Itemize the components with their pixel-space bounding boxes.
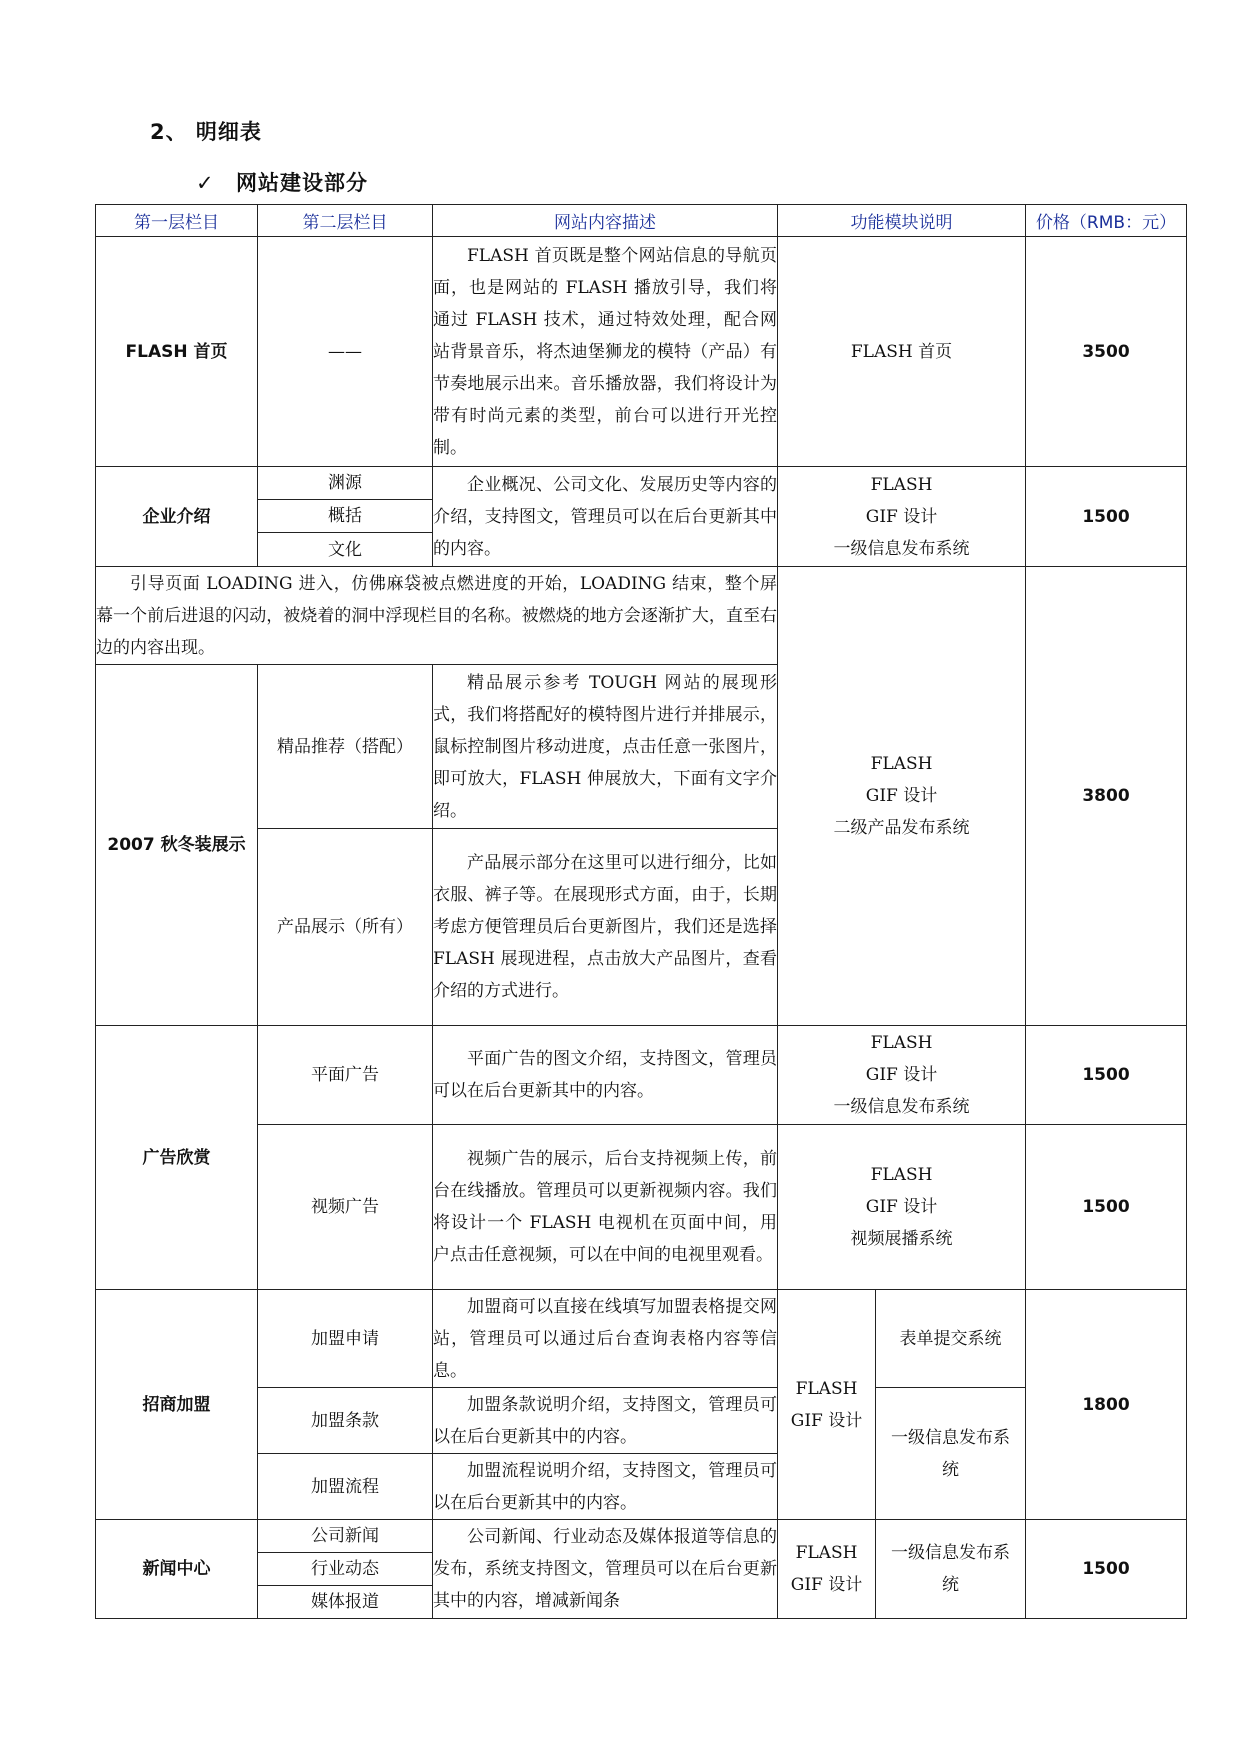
checkmark-icon: ✓ [196, 171, 215, 195]
header-col5: 价格（RMB：元） [1026, 205, 1187, 237]
table-row [96, 1125, 1187, 1290]
news-func-2: 一级信息发布系统 [876, 1520, 1026, 1619]
table-header-row [96, 205, 1187, 237]
news-func-1-a: FLASH [795, 1543, 858, 1563]
franchise-func-3: 一级信息发布系统 [876, 1388, 1026, 1520]
ads-func-1-c: 一级信息发布系统 [833, 1097, 970, 1117]
flash-home-price: 3500 [1026, 237, 1187, 467]
section-heading: 2、 明细表 [150, 120, 262, 144]
subsection-heading [196, 167, 368, 197]
header-col3: 网站内容描述 [433, 205, 778, 237]
autumn-sub-1: 精品推荐（搭配） [258, 665, 433, 829]
company-sub-3: 文化 [258, 533, 433, 567]
flash-home-desc: FLASH 首页既是整个网站信息的导航页面，也是网站的 FLASH 播放引导，我们将通过 FLASH 技术，通过特效处理，配合网站背景音乐，将杰迪堡狮龙的模特（产品）有节奏地展示出来。音乐播放器，我们将设计为带有时尚元素的类型，前台可以进行开光控制。 [433, 237, 778, 467]
autumn-cell: 2007 秋冬装展示 [96, 665, 258, 1026]
news-desc: 公司新闻、行业动态及媒体报道等信息的发布，系统支持图文，管理员可以在后台更新其中的内容，增减新闻条 [433, 1520, 778, 1619]
ads-func-2 [778, 1125, 1026, 1290]
autumn-func-2: GIF 设计 [865, 786, 938, 806]
ads-func-2-c: 视频展播系统 [850, 1229, 953, 1249]
company-sub-2: 概括 [258, 500, 433, 533]
autumn-price: 3800 [1026, 567, 1187, 1026]
header-col2: 第二层栏目 [258, 205, 433, 237]
autumn-desc-1: 精品展示参考 TOUGH 网站的展现形式，我们将搭配好的模特图片进行并排展示，鼠标控制图片移动进度，点击任意一张图片，即可放大，FLASH 伸展放大，下面有文字介绍。 [433, 665, 778, 829]
table-row [96, 467, 1187, 500]
ads-desc-2: 视频广告的展示，后台支持视频上传，前台在线播放。管理员可以更新视频内容。我们将设计一个 FLASH 电视机在页面中间，用户点击任意视频，可以在中间的电视里观看。 [433, 1125, 778, 1290]
franchise-sub-1: 加盟申请 [258, 1290, 433, 1388]
table-row [96, 1388, 1187, 1454]
franchise-func-2: 表单提交系统 [876, 1290, 1026, 1388]
ads-cell: 广告欣赏 [96, 1026, 258, 1290]
ads-price-1: 1500 [1026, 1026, 1187, 1125]
news-func-1-b: GIF 设计 [790, 1575, 863, 1595]
flash-home-func: FLASH 首页 [778, 237, 1026, 467]
table-row [96, 237, 1187, 467]
flash-home-sub: —— [258, 237, 433, 467]
news-sub-3: 媒体报道 [258, 1586, 433, 1619]
news-cell: 新闻中心 [96, 1520, 258, 1619]
franchise-price: 1800 [1026, 1290, 1187, 1520]
company-func [778, 467, 1026, 567]
autumn-desc-2: 产品展示部分在这里可以进行细分，比如衣服、裤子等。在展现形式方面，由于，长期考虑方便管理员后台更新图片，我们还是选择 FLASH 展现进程，点击放大产品图片，查看介绍的方式进行。 [433, 829, 778, 1026]
ads-desc-1: 平面广告的图文介绍，支持图文，管理员可以在后台更新其中的内容。 [433, 1026, 778, 1125]
table-row [96, 1290, 1187, 1388]
company-func-1: FLASH [870, 474, 933, 495]
franchise-desc-2: 加盟条款说明介绍，支持图文，管理员可以在后台更新其中的内容。 [433, 1388, 778, 1454]
news-price: 1500 [1026, 1520, 1187, 1619]
news-sub-1: 公司新闻 [258, 1520, 433, 1553]
autumn-func [778, 567, 1026, 1026]
ads-sub-2: 视频广告 [258, 1125, 433, 1290]
franchise-sub-3: 加盟流程 [258, 1454, 433, 1520]
franchise-func-1 [778, 1290, 876, 1520]
company-price: 1500 [1026, 467, 1187, 567]
company-cell: 企业介绍 [96, 467, 258, 567]
autumn-sub-2: 产品展示（所有） [258, 829, 433, 1026]
company-desc: 企业概况、公司文化、发展历史等内容的介绍，支持图文，管理员可以在后台更新其中的内容。 [433, 467, 778, 567]
franchise-sub-2: 加盟条款 [258, 1388, 433, 1454]
table-row [96, 567, 1187, 665]
ads-func-2-b: GIF 设计 [865, 1197, 938, 1217]
flash-home-cell: FLASH 首页 [96, 237, 258, 467]
franchise-desc-1: 加盟商可以直接在线填写加盟表格提交网站，管理员可以通过后台查询表格内容等信息。 [433, 1290, 778, 1388]
franchise-func-1-b: GIF 设计 [790, 1410, 863, 1431]
franchise-func-1-a: FLASH [795, 1378, 858, 1399]
news-func-1 [778, 1520, 876, 1619]
company-func-3: 一级信息发布系统 [833, 538, 970, 559]
franchise-desc-3: 加盟流程说明介绍，支持图文，管理员可以在后台更新其中的内容。 [433, 1454, 778, 1520]
autumn-func-1: FLASH [870, 754, 933, 774]
header-col1: 第一层栏目 [96, 205, 258, 237]
ads-func-2-a: FLASH [870, 1165, 933, 1185]
company-sub-1: 渊源 [258, 467, 433, 500]
header-col4: 功能模块说明 [778, 205, 1026, 237]
table-row [96, 1026, 1187, 1125]
autumn-intro: 引导页面 LOADING 进入，仿佛麻袋被点燃进度的开始，LOADING 结束，整个屏幕一个前后进退的闪动，被烧着的洞中浮现栏目的名称。被燃烧的地方会逐渐扩大，直至右边的内容出现。 [96, 567, 778, 665]
ads-price-2: 1500 [1026, 1125, 1187, 1290]
news-sub-2: 行业动态 [258, 1553, 433, 1586]
ads-sub-1: 平面广告 [258, 1026, 433, 1125]
autumn-func-3: 二级产品发布系统 [833, 818, 970, 838]
ads-func-1 [778, 1026, 1026, 1125]
company-func-2: GIF 设计 [865, 506, 938, 527]
ads-func-1-b: GIF 设计 [865, 1065, 938, 1085]
franchise-cell: 招商加盟 [96, 1290, 258, 1520]
price-detail-table [95, 204, 1187, 1619]
ads-func-1-a: FLASH [870, 1033, 933, 1053]
table-row [96, 1520, 1187, 1553]
subsection-title: 网站建设部分 [236, 171, 368, 195]
